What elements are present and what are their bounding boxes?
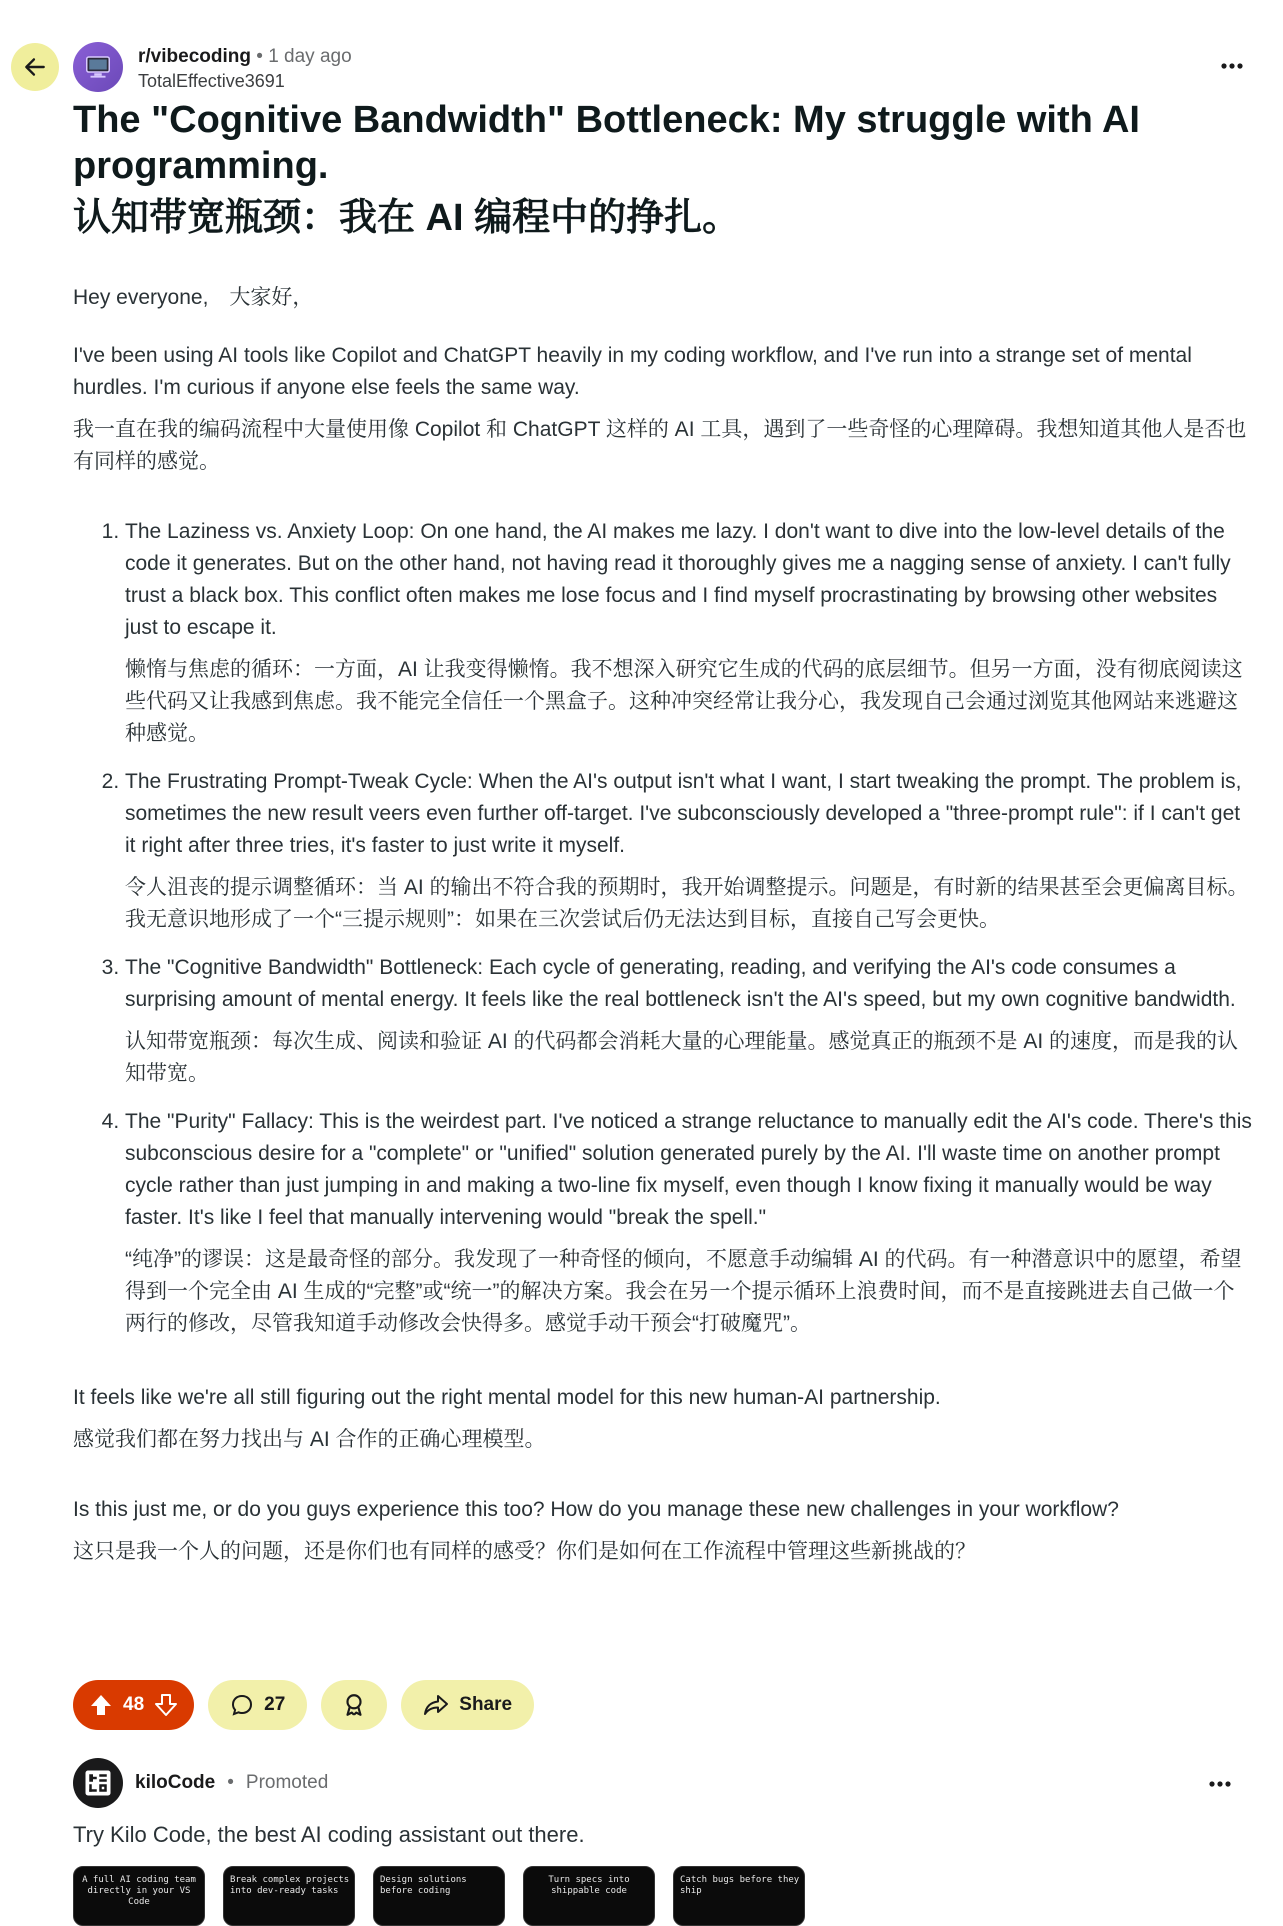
question-zh: 这只是我一个人的问题，还是你们也有同样的感受？你们是如何在工作流程中管理这些新挑战的？ — [73, 1540, 976, 1563]
post-title — [73, 97, 1253, 241]
promoted-label: Promoted — [245, 1772, 329, 1793]
point-zh: 认知带宽瓶颈：每次生成、阅读和验证 AI 的代码都会消耗大量的心理能量。感觉真正的瓶颈不是 AI 的速度，而是我的认知带宽。 — [125, 1030, 1239, 1085]
more-options-button[interactable] — [1210, 48, 1254, 84]
post-body — [73, 282, 1253, 1568]
ad-thumb[interactable]: Catch bugs before they ship — [673, 1866, 805, 1926]
arrow-left-icon — [22, 54, 48, 80]
ad-thumb[interactable]: Turn specs into shippable code — [523, 1866, 655, 1926]
point-zh: 懒惰与焦虑的循环：一方面，AI 让我变得懒惰。我不想深入研究它生成的代码的底层细节。但另一方面，没有彻底阅读这些代码又让我感到焦虑。我不能完全信任一个黑盒子。这种冲突经常让我分心，我发现自己会通过浏览其他网站来逃避这种感觉。 — [125, 658, 1243, 745]
intro-en: I've been using AI tools like Copilot and ChatGPT heavily in my coding workflow, and I've run into a strange set of mental hurdles. I'm curious if anyone else feels the same way. — [73, 344, 1192, 399]
ad-text: Try Kilo Code, the best AI coding assistant out there. — [73, 1822, 585, 1847]
point-zh: “纯净”的谬误：这是最奇怪的部分。我发现了一种奇怪的倾向，不愿意手动编辑 AI 的代码。有一种潜意识中的愿望，希望得到一个完全由 AI 生成的“完整”或“统一”的解决方案。我会在另一个提示循环上浪费时间，而不是直接跳进去自己做一个两行的修改，尽管我知道手动修改会快得多。感觉手动干预会“打破魔咒”。 — [125, 1248, 1242, 1335]
share-button[interactable] — [401, 1680, 534, 1730]
closing-zh: 感觉我们都在努力找出与 AI 合作的正确心理模型。 — [73, 1428, 546, 1451]
subreddit-link[interactable]: r/vibecoding — [138, 46, 251, 67]
ad-separator: • — [227, 1772, 234, 1793]
ad-thumb[interactable]: Design solutions before coding — [373, 1866, 505, 1926]
author-link[interactable]: TotalEffective3691 — [138, 71, 285, 91]
computer-icon — [83, 52, 113, 82]
back-button[interactable] — [11, 43, 59, 91]
list-item — [125, 766, 1253, 936]
closing-en: It feels like we're all still figuring out the right mental model for this new human-AI partnership. — [73, 1386, 941, 1409]
point-zh: 令人沮丧的提示调整循环：当 AI 的输出不符合我的预期时，我开始调整提示。问题是，有时新的结果甚至会更偏离目标。我无意识地形成了一个“三提示规则”：如果在三次尝试后仍无法达到目标，直接自己写会更快。 — [125, 876, 1249, 931]
award-icon — [341, 1692, 367, 1718]
question-en: Is this just me, or do you guys experience this too? How do you manage these new challenges in your workflow? — [73, 1498, 1119, 1521]
share-label: Share — [459, 1694, 513, 1715]
vote-control — [73, 1680, 194, 1730]
share-arrow-icon — [423, 1693, 449, 1717]
post-time: 1 day ago — [268, 46, 352, 67]
more-horizontal-icon — [1221, 63, 1243, 69]
award-button[interactable] — [321, 1680, 387, 1730]
more-horizontal-icon — [1209, 1781, 1231, 1787]
point-en: 1. The Laziness vs. Anxiety Loop: On one hand, the AI makes me lazy. I don't want to dive into the low-level details of the code it generates. But on the other hand, not having read it thoroughly gives me a nagging sense of anxiety. I can't fully trust a black box. This conflict often makes me lose focus and I find myself procrastinating by browsing other websites just to escape it. — [125, 520, 1231, 639]
comments-button[interactable] — [208, 1680, 307, 1730]
intro-zh: 我一直在我的编码流程中大量使用像 Copilot 和 ChatGPT 这样的 AI 工具，遇到了一些奇怪的心理障碍。我想知道其他人是否也有同样的感觉。 — [73, 418, 1247, 473]
downvote-arrow-icon[interactable] — [154, 1693, 178, 1717]
upvote-arrow-icon[interactable] — [89, 1693, 113, 1717]
comment-bubble-icon — [230, 1693, 254, 1717]
points-list — [73, 516, 1253, 1340]
vote-count: 48 — [123, 1694, 145, 1715]
comment-count: 27 — [264, 1694, 286, 1715]
post-actions — [73, 1680, 534, 1730]
post-title-zh: 认知带宽瓶颈：我在 AI 编程中的挣扎。 — [73, 197, 741, 239]
post-title-en: The "Cognitive Bandwidth" Bottleneck: My struggle with AI programming. — [73, 99, 1140, 187]
point-en: 3. The "Cognitive Bandwidth" Bottleneck: Each cycle of generating, reading, and verifying the AI's code consumes a surprising amount of mental energy. It feels like the real bottleneck isn't the AI's speed, but my own cognitive bandwidth. — [125, 956, 1236, 1011]
list-item — [125, 1106, 1253, 1340]
ad-more-options-button[interactable] — [1198, 1766, 1242, 1802]
list-item — [125, 516, 1253, 750]
point-en: 2. The Frustrating Prompt-Tweak Cycle: When the AI's output isn't what I want, I start tweaking the prompt. The problem is, sometimes the new result veers even further off-target. I've subconsciously developed a "three-prompt rule": if I can't get it right after three tries, it's faster to just write it myself. — [125, 770, 1242, 857]
ad-carousel — [73, 1866, 805, 1926]
ad-thumb[interactable]: Break complex projects into dev-ready tasks — [223, 1866, 355, 1926]
subreddit-avatar[interactable] — [73, 42, 123, 92]
kilocode-logo[interactable] — [73, 1758, 123, 1808]
meta-separator: • — [256, 46, 263, 67]
list-item — [125, 952, 1253, 1090]
ad-thumb[interactable]: A full AI coding team directly in your VS Code — [73, 1866, 205, 1926]
point-en: 4. The "Purity" Fallacy: This is the weirdest part. I've noticed a strange reluctance to manually edit the AI's code. There's this subconscious desire for a "complete" or "unified" solution generated purely by the AI. I'll waste time on another prompt cycle rather than just jumping in and making a two-line fix myself, even though I know fixing it manually would be way faster. It's like I feel that manually intervening would "break the spell." — [125, 1110, 1252, 1229]
advertiser-name[interactable]: kiloCode — [135, 1772, 216, 1793]
post-meta — [138, 44, 352, 94]
promoted-header — [73, 1758, 328, 1808]
greeting: Hey everyone, 大家好， — [73, 286, 314, 309]
kilocode-logo-icon — [83, 1768, 113, 1798]
